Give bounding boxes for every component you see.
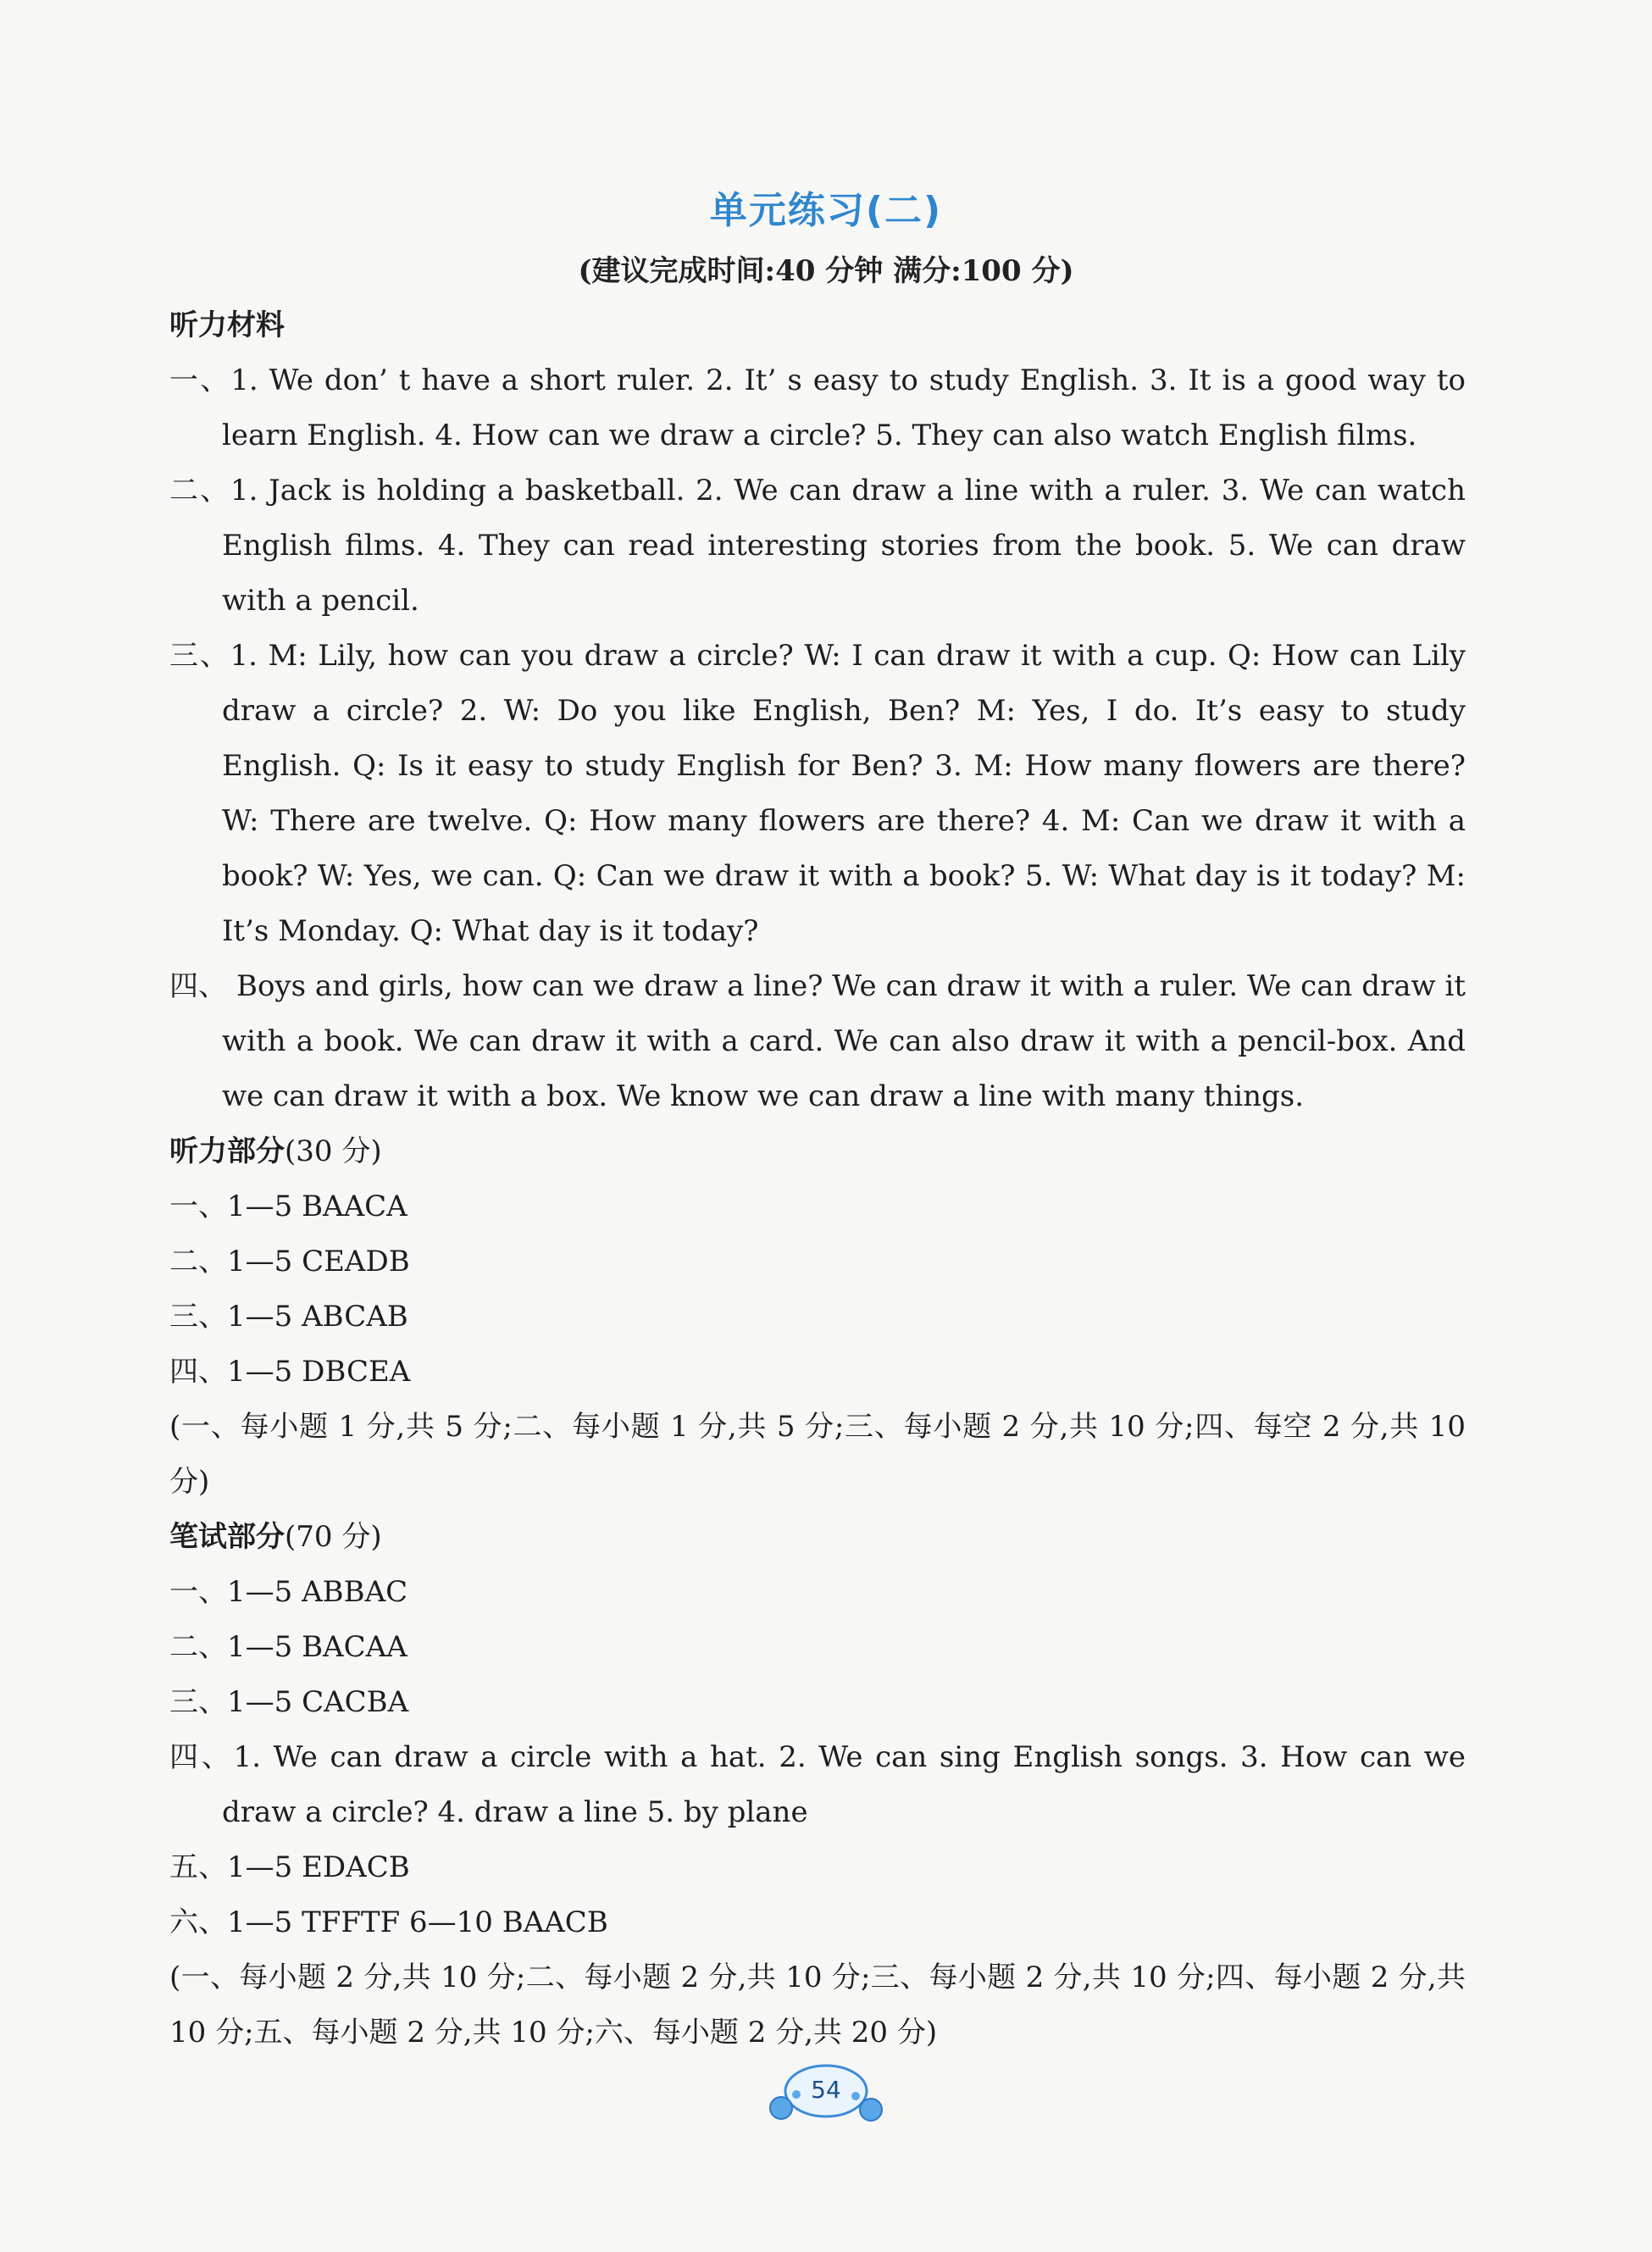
written-scoring-note: (一、每小题 2 分,共 10 分;二、每小题 2 分,共 10 分;三、每小题 2 分,共 10 分;四、每小题 2 分,共 10 分;五、每小题 2 分,共 10 分;六、每小题 2 分,共 20 分) — [169, 1961, 1466, 2050]
written-part-score: (70 分) — [285, 1520, 382, 1554]
page-subtitle: (建议完成时间:40 分钟 满分:100 分) — [578, 254, 1074, 288]
page-title: 单元练习(二) — [709, 189, 943, 232]
listening-part-heading-text: 听力部分 — [169, 1134, 285, 1168]
listening-part-score: (30 分) — [285, 1134, 382, 1168]
page-number-badge — [762, 2057, 890, 2133]
listening-material-item-3: 三、1. M: Lily, how can you draw a circle? W: I can draw it with a cup. Q: How can Lily draw a circle? 2. W: Do you like English, Ben? M: Yes, I do. It’s easy to study English. Q: Is it easy to study English for Ben? 3. M: How many flowers are there? W: There are twelve. Q: How many flowers are there? 4. M: Can we draw it with a book? W: Yes, we can. Q: Can we draw it with a book? 5. W: What day is it today? M: It’s Monday. Q: What day is it today? — [169, 639, 1466, 948]
written-part-heading-text: 笔试部分 — [169, 1520, 285, 1554]
listening-material-item-2: 二、1. Jack is holding a basketball. 2. We can draw a line with a ruler. 3. We can watch English films. 4. They can read interesting stories from the book. 5. We can draw with a pencil. — [169, 474, 1466, 618]
written-answer-1: 一、1—5 ABBAC — [169, 1575, 408, 1609]
listening-scoring-note: (一、每小题 1 分,共 5 分;二、每小题 1 分,共 5 分;三、每小题 2 分,共 10 分;四、每空 2 分,共 10 分) — [169, 1410, 1466, 1499]
listening-part-heading — [169, 1124, 1466, 1179]
listening-material-heading: 听力材料 — [169, 308, 285, 342]
listening-answer-2: 二、1—5 CEADB — [169, 1245, 410, 1279]
written-answer-2: 二、1—5 BACAA — [169, 1630, 407, 1664]
written-answer-5: 五、1—5 EDACB — [169, 1850, 410, 1884]
listening-answer-4: 四、1—5 DBCEA — [169, 1355, 411, 1389]
listening-material-item-1: 一、1. We don’ t have a short ruler. 2. It’ s easy to study English. 3. It is a good way to learn English. 4. How can we draw a circle? 5. They can also watch English films. — [169, 363, 1466, 452]
written-part-heading — [169, 1510, 1466, 1565]
listening-material-item-4: 四、 Boys and girls, how can we draw a line? We can draw it with a ruler. We can draw it with a book. We can draw it with a card. We can also draw it with a pencil-box. And we can draw it with a box. We know we can draw a line with many things. — [169, 969, 1466, 1113]
written-answer-3: 三、1—5 CACBA — [169, 1685, 409, 1719]
written-answer-6: 六、1—5 TFFTF 6—10 BAACB — [169, 1905, 608, 1939]
written-answer-4: 四、1. We can draw a circle with a hat. 2. We can sing English songs. 3. How can we draw a circle? 4. draw a line 5. by plane — [169, 1740, 1466, 1829]
listening-answer-3: 三、1—5 ABCAB — [169, 1300, 408, 1334]
page-number: 54 — [811, 2076, 841, 2104]
answer-content — [169, 298, 1466, 2061]
listening-answer-1: 一、1—5 BAACA — [169, 1190, 407, 1223]
